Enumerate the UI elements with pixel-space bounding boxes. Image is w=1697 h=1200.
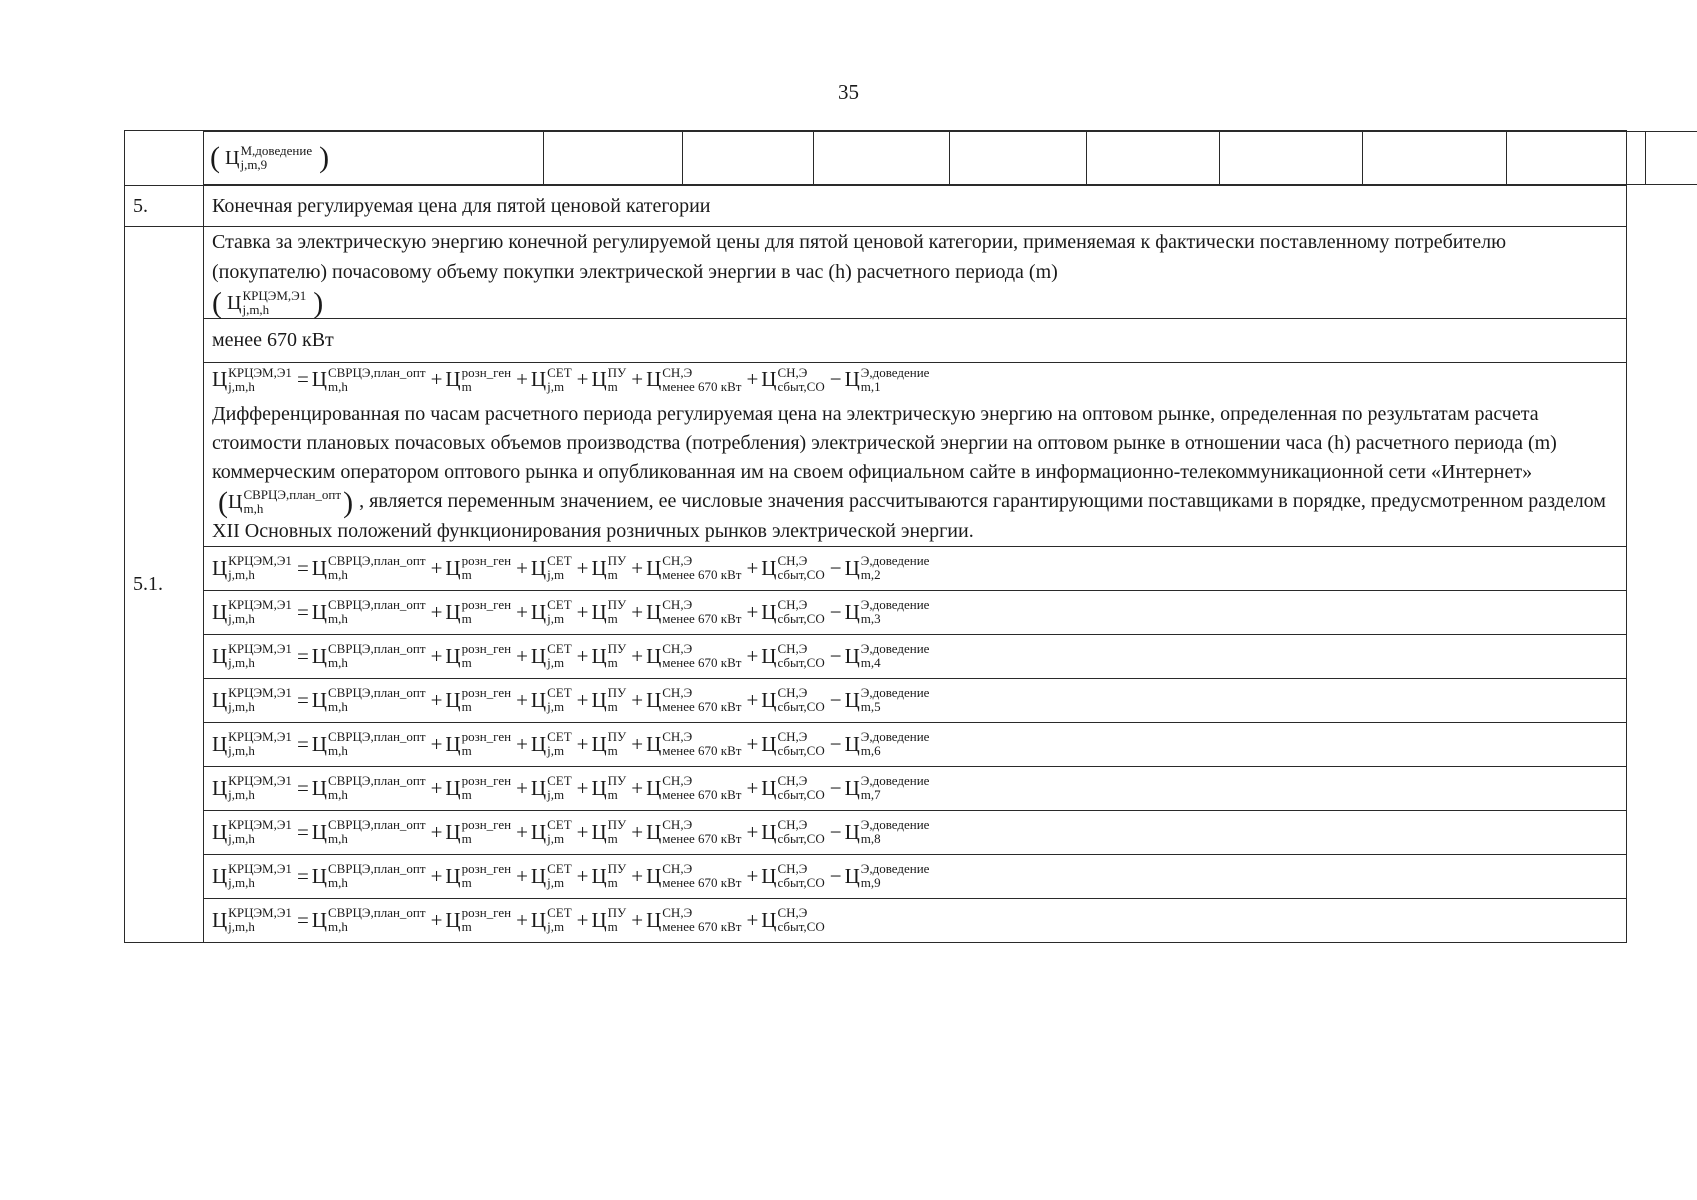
minus-sign: − (829, 367, 842, 392)
formula-4 (212, 642, 931, 670)
cell-blank-5 (1087, 132, 1220, 185)
term-pu: Ц ПУ m (591, 597, 627, 627)
term-set: Ц СЕТ j,m (530, 597, 572, 627)
plus-sign: + (430, 555, 443, 580)
minus-sign: − (829, 555, 842, 580)
symbol-krcem-e1: Ц КРЦЭМ,Э1 j,m,h (227, 288, 307, 318)
term-krcem: Ц КРЦЭМ,Э1 j,m,h (212, 641, 292, 671)
equals-sign: = (296, 775, 309, 800)
term-sn-sbyt: Ц СН,Э сбыт,СО (761, 817, 825, 847)
formula-1-cell (204, 363, 1627, 547)
term-rozn-gen: Ц розн_ген m (445, 817, 512, 847)
formula-2 (212, 554, 931, 582)
plus-sign: + (576, 907, 589, 932)
table-row-formula-2 (125, 546, 1627, 590)
term-dovedenie: Ц Э,доведение m,6 (844, 729, 930, 759)
section-5-title: Конечная регулируемая цена для пятой ценовой категории (204, 186, 1627, 227)
plus-sign: + (631, 643, 644, 668)
term-dovedenie: Ц Э,доведение m,3 (844, 597, 930, 627)
table-row-formula-7 (125, 766, 1627, 810)
equals-sign: = (296, 731, 309, 756)
plus-sign: + (430, 599, 443, 624)
term-dovedenie: Ц Э,доведение m,4 (844, 641, 930, 671)
plus-sign: + (516, 599, 528, 624)
table-row-formula-1 (125, 363, 1627, 547)
explanation-text-2: , является переменным значением, ее числовые значения рассчитываются гарантирующими поставщиками в порядке, предусмотренном разделом XII Основных положений функционирования розничных рынков электрической энергии. (212, 489, 1606, 542)
cell-continuation (204, 131, 1627, 186)
term-pu: Ц ПУ m (591, 861, 627, 891)
term-dovedenie: Ц Э,доведение m,8 (844, 817, 930, 847)
plus-sign: + (631, 367, 644, 392)
formula-8 (212, 818, 931, 846)
term-rozn-gen: Ц розн_ген m (445, 729, 512, 759)
plus-sign: + (576, 863, 589, 888)
plus-sign: + (631, 775, 644, 800)
term-svrce: Ц СВРЦЭ,план_опт m,h (311, 597, 426, 627)
term-svrce: Ц СВРЦЭ,план_опт m,h (311, 685, 426, 715)
term-svrce: Ц СВРЦЭ,план_опт m,h (311, 641, 426, 671)
term-krcem: Ц КРЦЭМ,Э1 j,m,h (212, 553, 292, 583)
plus-sign: + (430, 731, 443, 756)
table-row-formula-6 (125, 722, 1627, 766)
section-5-number: 5. (125, 186, 204, 227)
plus-sign: + (430, 775, 443, 800)
term-sn-sbyt: Ц СН,Э сбыт,СО (761, 685, 825, 715)
term-svrce: Ц СВРЦЭ,план_опт m,h (311, 905, 426, 935)
term-svrce: Ц СВРЦЭ,план_опт m,h (311, 553, 426, 583)
term-sn-670: Ц СН,Э менее 670 кВт (646, 729, 742, 759)
term-rozn-gen: Ц розн_ген m (445, 905, 512, 935)
cell-blank-2 (683, 132, 814, 185)
table-row-formula-3 (125, 590, 1627, 634)
formula-5 (212, 686, 931, 714)
cell-blank-9 (1646, 132, 1697, 185)
plus-sign: + (631, 687, 644, 712)
plus-sign: + (576, 555, 589, 580)
term-svrce: Ц СВРЦЭ,план_опт m,h (311, 861, 426, 891)
formula-1 (212, 366, 931, 394)
plus-sign: + (746, 555, 759, 580)
explanation-paragraph (212, 400, 1618, 546)
plus-sign: + (430, 643, 443, 668)
term-sn-670: Ц СН,Э менее 670 кВт (646, 905, 742, 935)
term-sn-670: Ц СН,Э менее 670 кВт (646, 685, 742, 715)
term-svrce: Ц СВРЦЭ,план_опт m,h (311, 364, 426, 394)
term-set: Ц СЕТ j,m (530, 641, 572, 671)
term-sn-sbyt: Ц СН,Э сбыт,СО (761, 861, 825, 891)
term-pu: Ц ПУ m (591, 905, 627, 935)
cell-blank-1 (544, 132, 683, 185)
term-sn-sbyt: Ц СН,Э сбыт,СО (761, 641, 825, 671)
table-row-formula-8 (125, 810, 1627, 854)
term-pu: Ц ПУ m (591, 729, 627, 759)
plus-sign: + (746, 775, 759, 800)
term-set: Ц СЕТ j,m (530, 364, 572, 394)
term-pu: Ц ПУ m (591, 553, 627, 583)
section-5-1-number: 5.1. (125, 227, 204, 943)
formula-final (212, 906, 827, 934)
term-pu: Ц ПУ m (591, 641, 627, 671)
plus-sign: + (746, 643, 759, 668)
sub-columns (204, 131, 1697, 185)
table-row-formula-5 (125, 678, 1627, 722)
term-rozn-gen: Ц розн_ген m (445, 364, 512, 394)
paren-open: ( (218, 485, 228, 519)
minus-sign: − (829, 863, 842, 888)
term-rozn-gen: Ц розн_ген m (445, 597, 512, 627)
plus-sign: + (430, 863, 443, 888)
term-rozn-gen: Ц розн_ген m (445, 685, 512, 715)
term-svrce: Ц СВРЦЭ,план_опт m,h (311, 773, 426, 803)
term-krcem: Ц КРЦЭМ,Э1 j,m,h (212, 861, 292, 891)
table-row-capacity (125, 319, 1627, 363)
term-set: Ц СЕТ j,m (530, 773, 572, 803)
minus-sign: − (829, 819, 842, 844)
formula-9 (212, 862, 931, 890)
formula-7 (212, 774, 931, 802)
term-pu: Ц ПУ m (591, 773, 627, 803)
term-dovedenie: Ц Э,доведение m,9 (844, 861, 930, 891)
plus-sign: + (746, 731, 759, 756)
formula-6 (212, 730, 931, 758)
paren-close: ) (313, 286, 324, 320)
paren-close: ) (343, 485, 354, 519)
table-row-formula-9 (125, 854, 1627, 898)
term-set: Ц СЕТ j,m (530, 861, 572, 891)
paren-close: ) (319, 141, 330, 174)
term-krcem: Ц КРЦЭМ,Э1 j,m,h (212, 817, 292, 847)
term-sn-sbyt: Ц СН,Э сбыт,СО (761, 597, 825, 627)
equals-sign: = (296, 555, 309, 580)
term-krcem: Ц КРЦЭМ,Э1 j,m,h (212, 364, 292, 394)
plus-sign: + (631, 819, 644, 844)
symbol-svrce: Ц СВРЦЭ,план_опт m,h (228, 487, 342, 517)
minus-sign: − (829, 599, 842, 624)
plus-sign: + (631, 907, 644, 932)
cell-blank-8 (1507, 132, 1646, 185)
term-svrce: Ц СВРЦЭ,план_опт m,h (311, 729, 426, 759)
term-set: Ц СЕТ j,m (530, 817, 572, 847)
plus-sign: + (631, 731, 644, 756)
minus-sign: − (829, 731, 842, 756)
equals-sign: = (296, 863, 309, 888)
cell-symbol (204, 132, 544, 185)
cell-blank-3 (814, 132, 950, 185)
table-row-formula-final (125, 898, 1627, 942)
term-dovedenie: Ц Э,доведение m,7 (844, 773, 930, 803)
plus-sign: + (746, 599, 759, 624)
term-sn-670: Ц СН,Э менее 670 кВт (646, 773, 742, 803)
plus-sign: + (516, 555, 528, 580)
term-set: Ц СЕТ j,m (530, 553, 572, 583)
term-rozn-gen: Ц розн_ген m (445, 773, 512, 803)
plus-sign: + (746, 907, 759, 932)
term-set: Ц СЕТ j,m (530, 905, 572, 935)
term-krcem: Ц КРЦЭМ,Э1 j,m,h (212, 597, 292, 627)
term-rozn-gen: Ц розн_ген m (445, 861, 512, 891)
table-row-section-5-1 (125, 227, 1627, 319)
term-sn-sbyt: Ц СН,Э сбыт,СО (761, 553, 825, 583)
equals-sign: = (296, 819, 309, 844)
term-dovedenie: Ц Э,доведение m,1 (844, 364, 930, 394)
equals-sign: = (296, 687, 309, 712)
term-sn-670: Ц СН,Э менее 670 кВт (646, 861, 742, 891)
price-table (124, 130, 1627, 943)
plus-sign: + (746, 367, 759, 392)
term-sn-sbyt: Ц СН,Э сбыт,СО (761, 905, 825, 935)
term-sn-sbyt: Ц СН,Э сбыт,СО (761, 729, 825, 759)
term-krcem: Ц КРЦЭМ,Э1 j,m,h (212, 773, 292, 803)
plus-sign: + (516, 819, 528, 844)
minus-sign: − (829, 775, 842, 800)
plus-sign: + (576, 599, 589, 624)
term-set: Ц СЕТ j,m (530, 729, 572, 759)
equals-sign: = (296, 599, 309, 624)
plus-sign: + (746, 863, 759, 888)
plus-sign: + (576, 643, 589, 668)
term-krcem: Ц КРЦЭМ,Э1 j,m,h (212, 685, 292, 715)
term-rozn-gen: Ц розн_ген m (445, 553, 512, 583)
explanation-text-1: Дифференцированная по часам расчетного периода регулируемая цена на электрическую энергию на оптовом рынке, определенная по результатам расчета стоимости плановых почасовых объемов производства (потребления) электрической энергии на оптовом рынке в отношении часа (h) расчетного периода (m) коммерческим оператором оптового рынка и опубликованная им на своем официальном сайте в информационно-телекоммуникационной сети «Интернет» (212, 402, 1557, 483)
cell-blank-4 (950, 132, 1087, 185)
plus-sign: + (516, 643, 528, 668)
term-sn-670: Ц СН,Э менее 670 кВт (646, 364, 742, 394)
plus-sign: + (430, 687, 443, 712)
term-set: Ц СЕТ j,m (530, 685, 572, 715)
plus-sign: + (631, 555, 644, 580)
term-dovedenie: Ц Э,доведение m,5 (844, 685, 930, 715)
term-krcem: Ц КРЦЭМ,Э1 j,m,h (212, 729, 292, 759)
term-rozn-gen: Ц розн_ген m (445, 641, 512, 671)
term-sn-670: Ц СН,Э менее 670 кВт (646, 597, 742, 627)
paren-open: ( (212, 286, 222, 320)
term-pu: Ц ПУ m (591, 685, 627, 715)
symbol-m-dovedenie: Ц М,доведение j,m,9 (225, 143, 313, 172)
section-5-1-text: Ставка за электрическую энергию конечной регулируемой цены для пятой ценовой категории, применяемая к фактически поставленному потребителю (покупателю) почасовому объему покупки электрической энергии в час (h) расчетного периода (m) (212, 231, 1507, 283)
plus-sign: + (576, 731, 589, 756)
plus-sign: + (516, 775, 528, 800)
term-sn-670: Ц СН,Э менее 670 кВт (646, 553, 742, 583)
plus-sign: + (516, 863, 528, 888)
formula-3 (212, 598, 931, 626)
cell-blank-7 (1363, 132, 1507, 185)
section-5-1-description (204, 227, 1627, 319)
page-number: 35 (838, 80, 859, 104)
cell-blank-6 (1220, 132, 1363, 185)
term-sn-670: Ц СН,Э менее 670 кВт (646, 641, 742, 671)
plus-sign: + (746, 819, 759, 844)
minus-sign: − (829, 643, 842, 668)
plus-sign: + (576, 687, 589, 712)
term-sn-670: Ц СН,Э менее 670 кВт (646, 817, 742, 847)
plus-sign: + (631, 863, 644, 888)
plus-sign: + (516, 687, 528, 712)
minus-sign: − (829, 687, 842, 712)
term-pu: Ц ПУ m (591, 817, 627, 847)
plus-sign: + (516, 731, 528, 756)
plus-sign: + (631, 599, 644, 624)
plus-sign: + (516, 907, 528, 932)
term-svrce: Ц СВРЦЭ,план_опт m,h (311, 817, 426, 847)
term-dovedenie: Ц Э,доведение m,2 (844, 553, 930, 583)
term-pu: Ц ПУ m (591, 364, 627, 394)
term-sn-sbyt: Ц СН,Э сбыт,СО (761, 364, 825, 394)
plus-sign: + (576, 819, 589, 844)
table-row-formula-4 (125, 634, 1627, 678)
equals-sign: = (296, 643, 309, 668)
plus-sign: + (576, 367, 589, 392)
plus-sign: + (430, 907, 443, 932)
equals-sign: = (296, 907, 309, 932)
term-krcem: Ц КРЦЭМ,Э1 j,m,h (212, 905, 292, 935)
equals-sign: = (296, 367, 309, 392)
table-row-section-5 (125, 186, 1627, 227)
plus-sign: + (430, 819, 443, 844)
term-sn-sbyt: Ц СН,Э сбыт,СО (761, 773, 825, 803)
capacity-label: менее 670 кВт (204, 319, 1627, 363)
cell-num-empty (125, 131, 204, 186)
paren-open: ( (210, 141, 220, 174)
plus-sign: + (430, 367, 443, 392)
plus-sign: + (516, 367, 528, 392)
plus-sign: + (576, 775, 589, 800)
plus-sign: + (746, 687, 759, 712)
table-row-continuation (125, 131, 1627, 186)
